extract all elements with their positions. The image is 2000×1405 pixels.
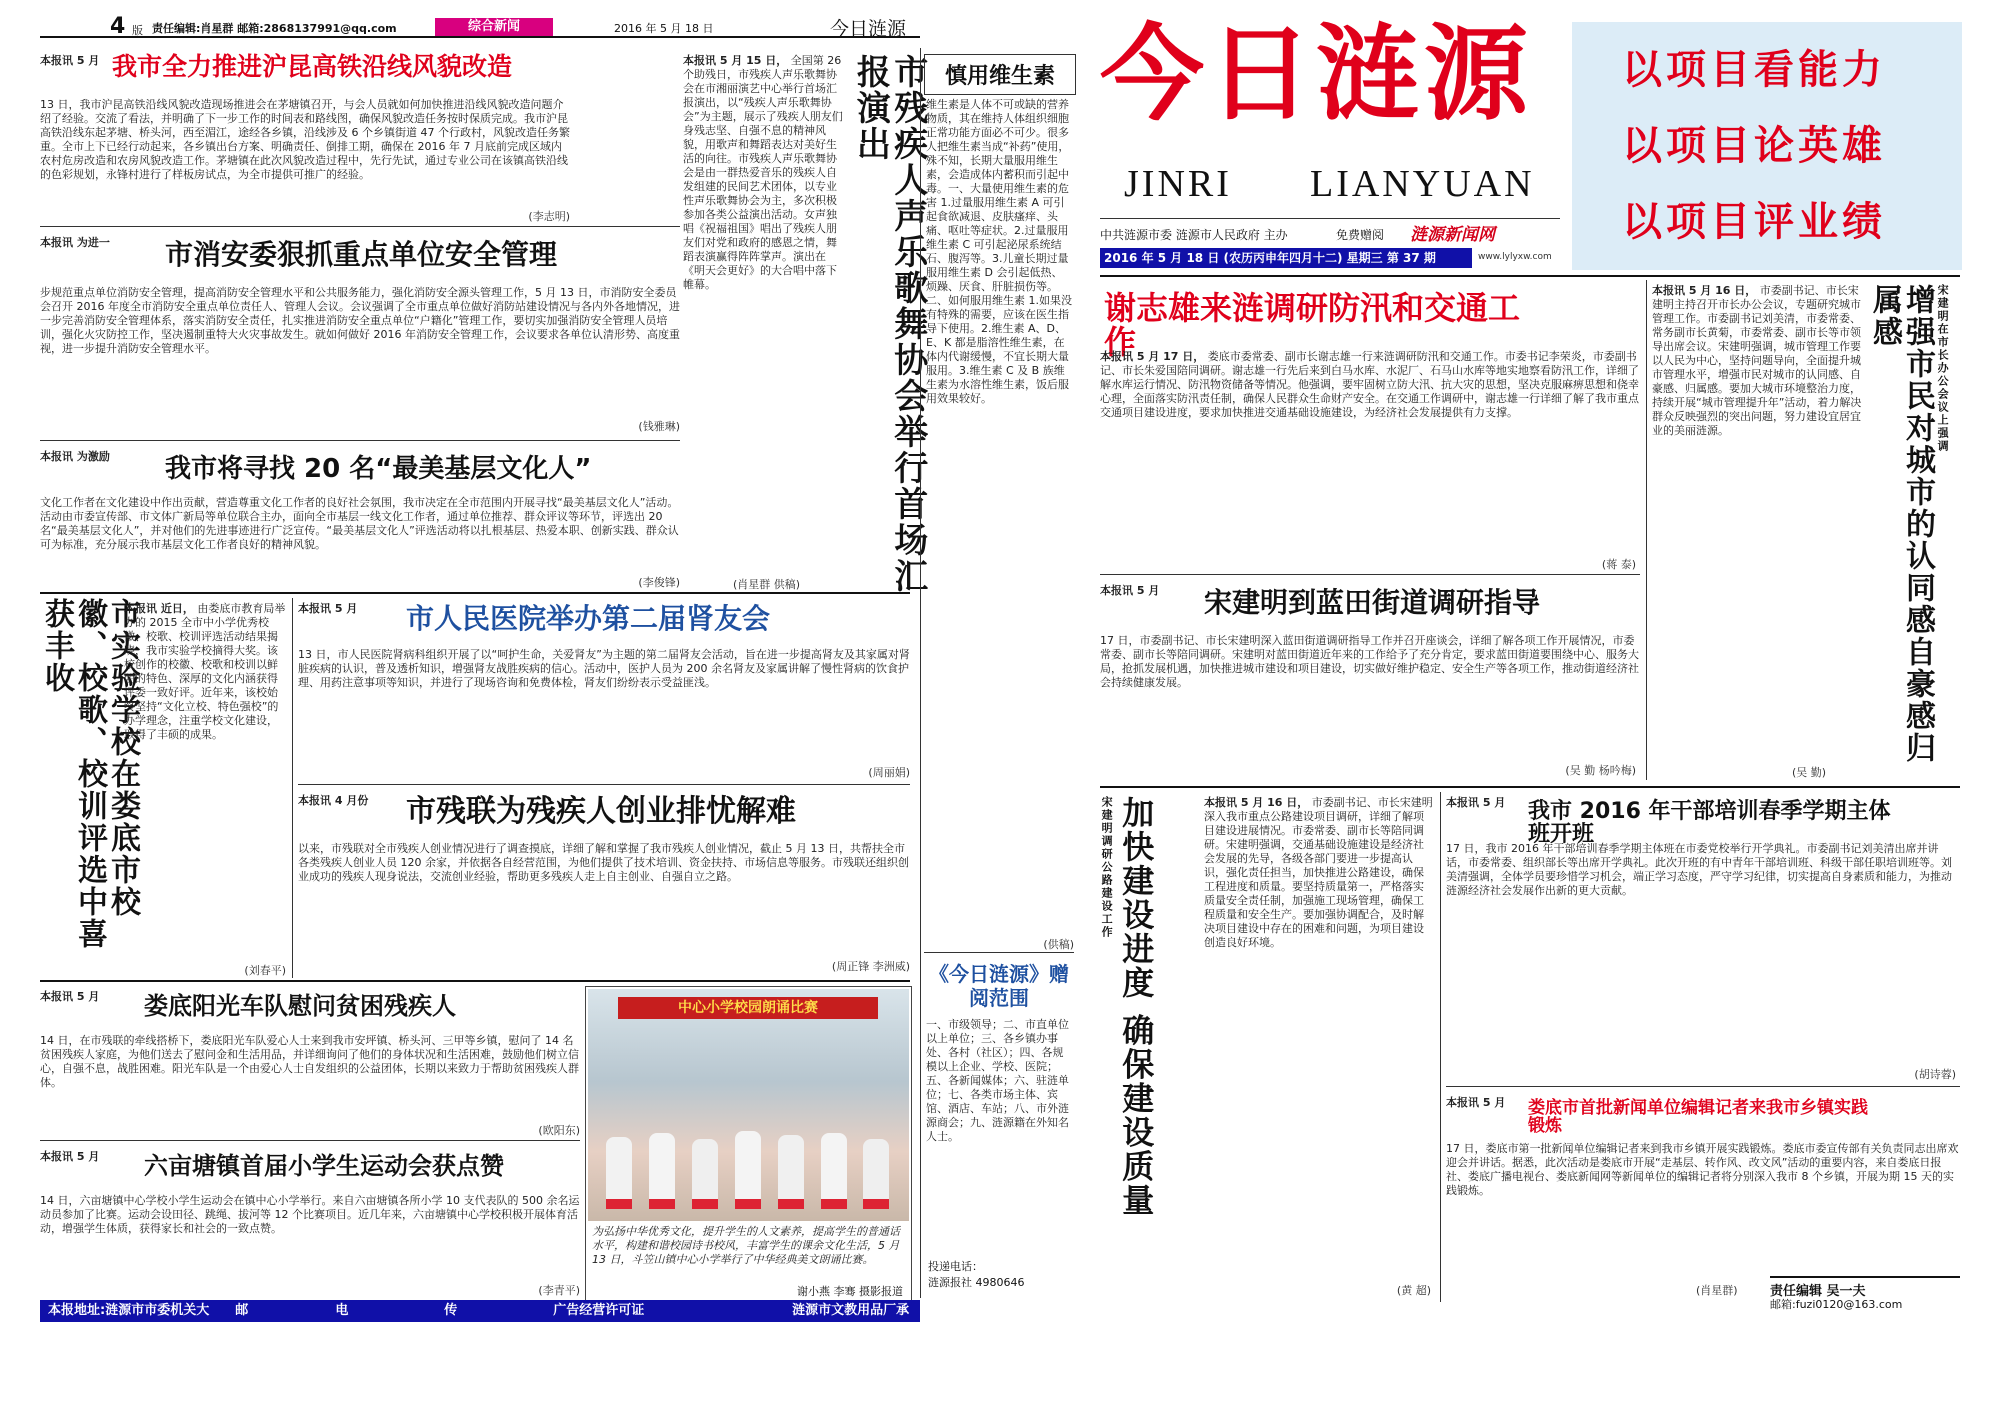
article-lead: 本报讯 5 月 16 日， (1204, 796, 1309, 809)
editor-info: 责任编辑:肖星群 邮箱:2868137991@qq.com (152, 22, 397, 35)
article-title: 增强市民对城市的认同感自豪感归属感 (1867, 284, 1935, 764)
header-rule (40, 36, 920, 38)
article-byline: (吴 勤 杨吟梅) (1565, 764, 1636, 777)
article-subtitle: 宋建明调研公路建设工作 (1100, 796, 1114, 939)
slogan-box (1572, 22, 1962, 270)
article-sports-meet (40, 1146, 580, 1296)
article-byline: (蒋 泰) (1601, 558, 1636, 571)
issue-date: 2016 年 5 月 18 日 (614, 22, 714, 35)
page-number: 4 (110, 14, 126, 39)
article-lead: 本报讯 5 月 (1100, 584, 1160, 597)
photo-caption: 为弘扬中华优秀文化，提升学生的人文素养，提高学生的普通话水平，构建和谐校园诗书校风，丰富学生的课余文化生活，5 月 13 日，斗笠山镇中心小学举行了中华经典美文朗诵比赛。 (592, 1225, 900, 1266)
article-byline: (胡诗蓉) (1914, 1068, 1956, 1081)
article-byline: (李俊锋) (638, 576, 680, 589)
article-lead: 本报讯 5 月 (1446, 796, 1506, 809)
article-byline: (黄 超) (1396, 1284, 1431, 1297)
article-body: 以来，市残联对全市残疾人创业情况进行了调查摸底，详细了解和掌握了我市残疾人创业情况，截止 5 月 13 日，共帮扶全市各类残疾人创业人员 120 余家，并依据各自经营范围，为他们提供了技术培训、资金扶持、市场信息等服务。市残联还组织创业成功的残疾人现身说法，交流创业经验，帮助更多残疾人走上自主创业、自强自立之路。 (298, 842, 909, 883)
masthead-pinyin-1: JINRI (1124, 163, 1232, 205)
free-distribution (924, 958, 1074, 1298)
article-byline: (肖星群 供稿) (733, 578, 801, 591)
article-lead: 本报讯 为激励 (40, 450, 110, 463)
slogan-2: 以项目论英雄 (1622, 122, 1886, 169)
article-lead: 本报讯 5 月 15 日， (683, 54, 788, 67)
footer-bar (40, 1300, 920, 1340)
article-byline: (欧阳东) (538, 1124, 580, 1137)
column-vitamins (924, 48, 1074, 951)
issue-info: 2016 年 5 月 18 日 (农历丙申年四月十二) 星期三 第 37 期 (1100, 248, 1472, 268)
article-title: 市残疾人声乐歌舞协会举行首场汇报演出 (850, 54, 928, 594)
article-lead: 本报讯 5 月 (40, 1150, 100, 1163)
column-title: 慎用维生素 (924, 54, 1076, 95)
section-label: 综合新闻 (435, 18, 553, 36)
article-body: 14 日，六亩塘镇中心学校小学生运动会在镇中心小学举行。来自六亩塘镇各所小学 10 支代表队的 500 余名运动员参加了比赛。运动会设田径、跳绳、拔河等 12 个比赛项目。近几年来，六亩塘镇中心学校积极开展体育活动，增强学生体质，获得家长和社会的一致点赞。 (40, 1194, 580, 1235)
article-kidney-meeting (298, 598, 910, 780)
article-cadre-training (1446, 792, 1960, 1082)
article-lead: 本报讯 近日， (124, 602, 194, 615)
article-road-construction (1100, 792, 1435, 1302)
article-title: 市实验学校在娄底市校徽、校歌、校训评选中喜获丰收 (39, 598, 140, 950)
footer-fax: 传真:4980647 (444, 1303, 526, 1340)
article-byline: (周正锋 李洲威) (831, 960, 910, 973)
article-title: 市人民医院举办第二届肾友会 (406, 602, 771, 635)
article-byline: (肖星群) (1696, 1284, 1738, 1297)
article-body: 全国第 26 个助残日，市残疾人声乐歌舞协会在市湘丽演艺中心举行首场汇报演出，以“残疾人声乐歌舞协会”为主题，展示了残疾人朋友们身残志坚、自强不息的精神风貌，用歌声和舞蹈表达对美好生活的向往。市残疾人声乐歌舞协会是由一群热爱音乐的残疾人自发组建的民间艺术团体，以专业性声乐歌舞协会为主，多次积极参加各类公益演出活动。女声独唱《祝福祖国》唱出了残疾人朋友们对党和政府的感恩之情，舞蹈表演赢得阵阵掌声。演出在《明天会更好》的大合唱中落下帷幕。 (683, 54, 843, 291)
article-title: 娄底阳光车队慰问贫困残疾人 (144, 992, 456, 1020)
free-title: 《今日涟源》赠阅范围 (929, 962, 1069, 1010)
footer-address: 本报地址:涟源市市委机关大院 (48, 1303, 210, 1340)
article-disabled-performance (683, 48, 928, 594)
column-byline: (供稿) (1043, 938, 1074, 951)
article-culture-people (40, 446, 680, 589)
page-header-left (40, 10, 920, 40)
article-lead: 本报讯 5 月 (40, 990, 100, 1003)
article-lantian-visit (1100, 580, 1640, 780)
page-unit: 版 (132, 24, 143, 37)
article-fire-safety (40, 232, 680, 432)
free-body: 一、市级领导；二、市直单位以上单位；三、各乡镇办事处、各村（社区）；四、各规模以上企业、学校、医院；五、各新闻媒体；六、驻涟单位；七、各类市场主体、宾馆、酒店、车站；八、市外涟源商会；九、涟源籍在外知名人士。 (926, 1018, 1069, 1143)
article-lead: 本报讯 5 月 (1446, 1096, 1506, 1109)
article-lead: 本报讯 4 月份 (298, 794, 369, 807)
article-title: 市消安委狠抓重点单位安全管理 (165, 238, 558, 271)
article-body: 市委副书记、市长宋建明深入我市重点公路建设项目调研，详细了解项目建设进展情况。市委常委、副市长等陪同调研。宋建明强调，交通基础设施建设是经济社会发展的先导，各级各部门要进一步提高认识，强化责任担当，加快推进公路建设，确保工程进度和质量。要坚持质量第一，严格落实质量安全责任制，加强施工现场管理，确保工程质量和安全生产。要加强协调配合，及时解决项目建设中存在的困难和问题，为项目建设创造良好环境。 (1204, 796, 1433, 949)
article-body: 13 日，我市沪昆高铁沿线风貌改造现场推进会在茅塘镇召开，与会人员就如何加快推进沿线风貌改造问题介绍了经验。交流了看法，并明确了下一步工作的时间表和路线图，确保风貌改造任务按时保质完成。我市沪昆高铁沿线东起茅塘、桥头河，西至湄江，途经各乡镇，沿线涉及 6 个乡镇街道 47 个行政村，风貌改造任务繁重。全市上下已经行动起来，各乡镇出台方案、明确责任、倒排工期，确保在 2016 年 7 月底前完成区域内农村危房改造和农房风貌改造工作。茅塘镇在此次风貌改造过程中，先行先试，通过专业公司在该镇高铁沿线的色彩规划，永锋村进行了样板房试点，为全市提供可推广的经验。 (40, 98, 570, 181)
footer-phone: 电话:4980646 (335, 1303, 417, 1340)
article-lead: 本报讯 5 月 17 日， (1100, 350, 1205, 363)
masthead (1100, 12, 1560, 272)
article-body: 由娄底市教育局举办的 2015 全市中小学优秀校徽、校歌、校训评选活动结果揭晓，我市实验学校摘得大奖。该校创作的校徽、校歌和校训以鲜明的特色、深厚的文化内涵获得评委一致好评。近年来，该校始终坚持“文化立校、特色强校”的办学理念，注重学校文化建设，取得了丰硕的成果。 (124, 602, 286, 741)
article-byline: (李志明) (528, 210, 570, 223)
article-lead: 本报讯 为进一 (40, 236, 110, 249)
article-lead: 本报讯 5 月 16 日， (1652, 284, 1757, 297)
article-school-emblem (40, 598, 290, 978)
article-body: 17 日，我市 2016 年干部培训春季学期主体班在市委党校举行开学典礼。市委副书记刘美清出席并讲话，市委常委、组织部长等出席开学典礼。此次开班的有中青年干部培训班、科级干部任职培训班等。刘美清强调，全体学员要珍惜学习机会，端正学习态度，严守学习纪律，切实提高自身素质和能力，为推动涟源经济社会发展作出新的更大贡献。 (1446, 842, 1952, 897)
article-byline: (吴 勤) (1792, 766, 1827, 779)
article-body: 市委副书记、市长宋建明主持召开市长办公会议，专题研究城市管理工作。市委副书记刘美清，市委常委、常务副市长黄菊，市委常委、副市长等市领导出席会议。宋建明强调，城市管理工作要以人民为中心，坚持问题导向，全面提升城市管理水平，增强市民对城市的认同感、自豪感、归属感。要加大城市环境整治力度，持续开展“城市管理提升年”活动，着力解决群众反映强烈的突出问题，努力建设宜居宜业的美丽涟源。 (1652, 284, 1862, 437)
article-title: 市残联为残疾人创业排忧解难 (406, 794, 796, 829)
article-title: 谢志雄来涟调研防汛和交通工作 (1104, 289, 1521, 361)
article-flood-traffic (1100, 280, 1640, 570)
photo-banner: 中心小学校园朗诵比赛 (618, 997, 878, 1019)
article-subtitle: 宋建明在市长办公会议上强调 (1936, 284, 1950, 453)
paper-name-small: 今日涟源 (830, 18, 907, 40)
masthead-sponsor: 中共涟源市委 涟源市人民政府 主办 (1100, 228, 1288, 242)
footer-postcode: 邮编:417100 (235, 1303, 308, 1340)
masthead-title: 今日涟源 (1100, 12, 1533, 135)
article-byline: (刘春平) (244, 964, 286, 977)
article-city-identity (1652, 280, 1960, 780)
article-byline: (李青平) (538, 1284, 580, 1297)
article-title: 我市全力推进沪昆高铁沿线风貌改造 (112, 52, 513, 81)
article-journalist-practice (1446, 1092, 1960, 1302)
article-body: 14 日，在市残联的牵线搭桥下，娄底阳光车队爱心人士来到我市安坪镇、桥头河、三甲等乡镇，慰问了 14 名贫困残疾人家庭，为他们送去了慰问金和生活用品，并详细询问了他们的身体状况和生活困难，鼓励他们树立信心，自强不息，战胜困难。阳光车队是一个由爱心人士自发组织的公益团体，长期以来致力于帮助贫困残疾人群体。 (40, 1034, 579, 1089)
article-body: 17 日，娄底市第一批新闻单位编辑记者来到我市乡镇开展实践锻炼。娄底市委宣传部有关负责同志出席欢迎会并讲话。据悉，此次活动是娄底市开展“走基层、转作风、改文风”活动的重要内容，来自娄底日报社、娄底广播电视台、娄底新闻网等新闻单位的编辑记者将分别深入我市 8 个乡镇，开展为期 15 天的实践锻炼。 (1446, 1142, 1959, 1197)
slogan-1: 以项目看能力 (1622, 46, 1886, 93)
footer-license: 广告经营许可证号:4325004130107 (553, 1303, 689, 1340)
students-row (598, 1139, 898, 1209)
article-body: 步规范重点单位消防安全管理，提高消防安全管理水平和公共服务能力，强化消防安全源头管理工作，5 月 13 日，市消防安全委员会召开 2016 年度全市消防安全重点单位责任人、管理人会议。会议强调了全市重点单位做好消防站建设情况与各内外各地情况，进一步完善消防安全管理体系，落实消防安全责任，扎实推进消防安全重点单位“户籍化”管理工作，要切实加强消防安全管理人员培训，强化火灾防控工作，坚决遏制重特大火灾事故发生。就如何做好 2016 年消防安全管理工作，会议要求各单位认清形势、高度重视，进一步提升消防安全管理水平。 (40, 286, 680, 355)
article-lead: 本报讯 5 月 (40, 54, 100, 67)
article-body: 娄底市委常委、副市长谢志雄一行来涟调研防汛和交通工作。市委书记李荣炎，市委副书记、市长朱爱国陪同调研。谢志雄一行先后来到白马水库、水泥厂、石马山水库等地实地察看防汛工作，详细了解水库运行情况、防汛物资储备等情况。他强调，要牢固树立防大汛、抗大灾的思想，坚决克服麻痹思想和侥幸心理，全面落实防汛责任制，确保人民群众生命财产安全。在交通工作调研中，谢志雄一行详细了解了我市重点交通项目建设进度，要求加快推进交通基础设施建设，为经济社会发展提供有力支撑。 (1100, 350, 1639, 419)
slogan-3: 以项目评业绩 (1622, 198, 1886, 245)
photo-recitation (585, 986, 912, 1304)
article-disabled-entrepreneurship (298, 790, 910, 975)
article-byline: (周丽娟) (868, 766, 910, 779)
photo-image (588, 989, 909, 1221)
site-url: www.lylyxw.com (1478, 252, 1552, 262)
article-body: 13 日，市人民医院肾病科组织开展了以“呵护生命，关爱肾友”为主题的第二届肾友会活动，旨在进一步提高肾友及其家属对肾脏疾病的认识，普及透析知识，增强肾友战胜疾病的信心。活动中，医护人员为 200 余名肾友及家属讲解了慢性肾病的饮食护理、用药注意事项等知识，并进行了现场咨询和免费体检，肾友们纷纷表示受益匪浅。 (298, 648, 910, 689)
article-title: 我市将寻找 20 名“最美基层文化人” (165, 454, 592, 484)
article-lead: 本报讯 5 月 (298, 602, 358, 615)
masthead-pinyin-2: LIANYUAN (1310, 163, 1535, 205)
article-title: 我市 2016 年干部培训春季学期主体班开班 (1528, 799, 1891, 848)
masthead-free: 免费赠阅 (1336, 228, 1385, 242)
free-contact: 涟源报社 4980646 (928, 1276, 1025, 1289)
article-byline: (钱雅琳) (638, 420, 680, 433)
article-title: 娄底市首批新闻单位编辑记者来我市乡镇实践锻炼 (1528, 1098, 1868, 1136)
article-body: 17 日，市委副书记、市长宋建明深入蓝田街道调研指导工作并召开座谈会，详细了解各项工作开展情况，市委常委、副市长等陪同调研。宋建明对蓝田街道近年来的工作给予了充分肯定，要求蓝田街道要围绕中心、服务大局，抢抓发展机遇，加快推进城市建设和项目建设，切实做好维护稳定、安全生产等各项工作，推动街道经济社会持续健康发展。 (1100, 634, 1639, 689)
right-footer (1770, 1276, 1960, 1312)
photo-credit: 谢小燕 李骞 摄影报道 (797, 1285, 903, 1298)
footer-printer: 涟源市文教用品厂承印 (792, 1303, 910, 1340)
site-logo: 涟源新闻网 (1410, 225, 1495, 245)
article-highspeed-rail (40, 48, 570, 223)
column-body: 维生素是人体不可或缺的营养物质，其在维持人体组织细胞正常功能方面必不可少。很多人把维生素当成“补药”使用，殊不知，长期大量服用维生素，会造成体内蓄积而引起中毒。一、大量使用维生素的危害 1.过量服用维生素 A 可引起食欲减退、皮肤瘙痒、头痛、呕吐等症状。2.过量服用维生素 C 可引起泌尿系统结石、腹泻等。3.儿童长期过量服用维生素 D 会引起低热、烦躁、厌食、肝脏损伤等。二、如何服用维生素 1.如果没有特殊的需要，应该在医生指导下使用。2.维生素 A、D、E、K 都是脂溶性维生素，在体内代谢缓慢，不宜长期大量服用。3.维生素 C 及 B 族维生素为水溶性维生素，饭后服用效果较好。 (926, 98, 1072, 405)
right-editor: 责任编辑 吴一夫 (1770, 1284, 1866, 1299)
article-title: 宋建明到蓝田街道调研指导 (1204, 586, 1541, 619)
article-sunshine-team (40, 986, 580, 1136)
article-title: 加快建设进度 确保建设质量 (1117, 796, 1156, 1218)
free-contact-label: 投递电话： (928, 1260, 983, 1273)
article-title: 六亩塘镇首届小学生运动会获点赞 (144, 1152, 504, 1180)
right-email: 邮箱:fuzi0120@163.com (1770, 1298, 1903, 1311)
article-body: 文化工作者在文化建设中作出贡献，营造尊重文化工作者的良好社会氛围，我市决定在全市范围内开展寻找“最美基层文化人”活动。活动由市委宣传部、市文体广新局等单位联合主办，面向全市基层一线文化工作者，通过单位推荐、群众评议等环节，评选出 20 名“最美基层文化人”，并对他们的先进事迹进行广泛宣传。“最美基层文化人”评选活动将以扎根基层、热爱本职、创新实践、群众认可为标准，充分展示我市基层文化工作者良好的精神风貌。 (40, 496, 679, 551)
